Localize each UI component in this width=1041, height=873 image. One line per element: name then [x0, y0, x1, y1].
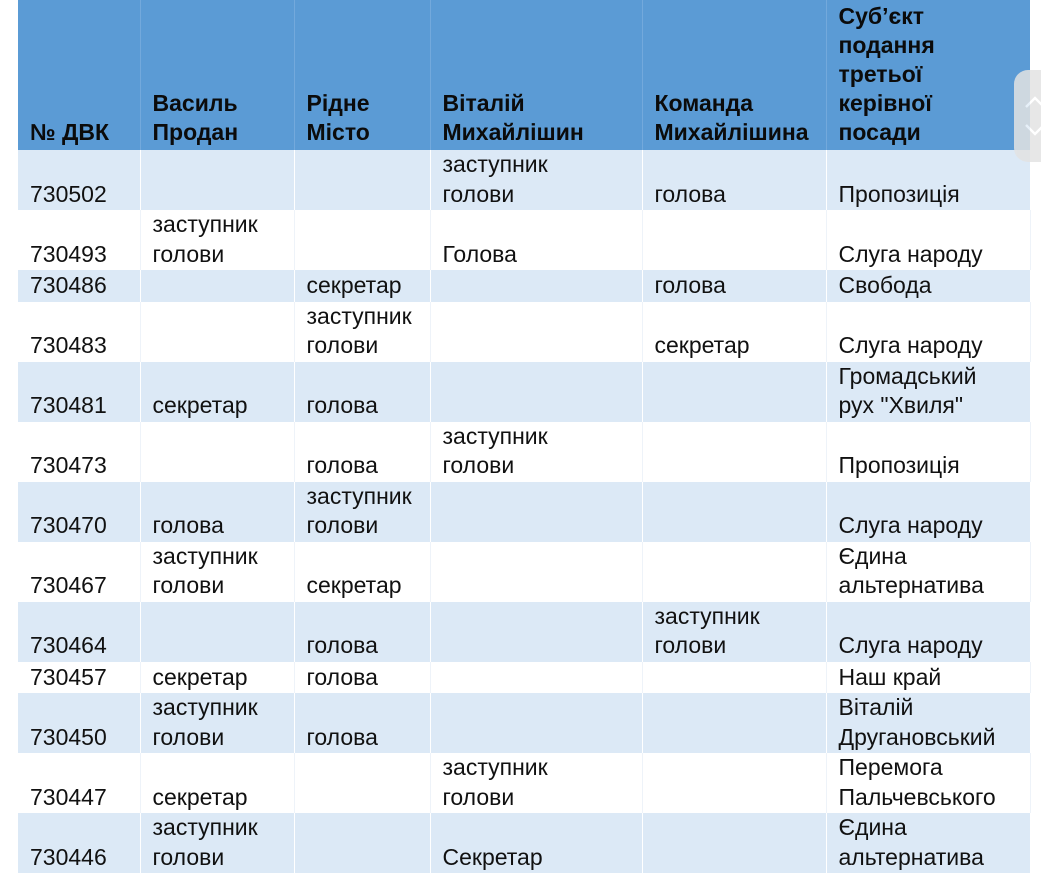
dvk-number-cell: 730481 — [18, 362, 140, 422]
table-cell — [430, 302, 642, 362]
table-cell — [642, 422, 826, 482]
table-cell — [430, 693, 642, 753]
table-cell — [642, 662, 826, 694]
table-cell: Єдина альтернатива — [826, 542, 1030, 602]
table-cell — [294, 150, 430, 210]
table-cell: Пропозиція — [826, 150, 1030, 210]
dvk-number-cell: 730446 — [18, 813, 140, 873]
table-cell: Слуга народу — [826, 482, 1030, 542]
table-cell: заступник голови — [294, 482, 430, 542]
table-cell: Перемога Пальчевського — [826, 753, 1030, 813]
table-cell — [430, 542, 642, 602]
table-cell: Громадський рух "Хвиля" — [826, 362, 1030, 422]
dvk-number-cell: 730457 — [18, 662, 140, 694]
table-row — [18, 813, 1030, 873]
dvk-number-cell: 730464 — [18, 602, 140, 662]
table-row — [18, 693, 1030, 753]
table-cell: голова — [642, 150, 826, 210]
table-cell — [642, 482, 826, 542]
table-row — [18, 662, 1030, 694]
table-cell: голова — [140, 482, 294, 542]
dvk-number-cell: 730470 — [18, 482, 140, 542]
table-cell — [430, 602, 642, 662]
table-cell: заступник голови — [430, 150, 642, 210]
table-cell: голова — [294, 362, 430, 422]
header-komanda-mykhailishyna: Команда Михайлішина — [642, 0, 826, 150]
table-cell — [140, 422, 294, 482]
header-vitalii-mykhailishyn: Віталій Михайлішин — [430, 0, 642, 150]
table-cell: Слуга народу — [826, 210, 1030, 270]
table-cell: заступник голови — [140, 210, 294, 270]
header-vasyl-prodan: Василь Продан — [140, 0, 294, 150]
table-cell — [140, 270, 294, 302]
table-row — [18, 150, 1030, 210]
table-row — [18, 482, 1030, 542]
header-third-position-subject: Суб’єкт подання третьої керівної посади — [826, 0, 1030, 150]
table-cell — [294, 210, 430, 270]
dvk-number-cell: 730493 — [18, 210, 140, 270]
table-cell — [642, 362, 826, 422]
table-cell — [140, 302, 294, 362]
chevron-up-icon[interactable] — [1023, 92, 1041, 112]
table-cell: Секретар — [430, 813, 642, 873]
table-row — [18, 362, 1030, 422]
table-cell — [140, 602, 294, 662]
table-row — [18, 542, 1030, 602]
table-cell: заступник голови — [140, 693, 294, 753]
table-cell: заступник голови — [430, 753, 642, 813]
table-cell — [642, 210, 826, 270]
table-row — [18, 422, 1030, 482]
table-cell: заступник голови — [642, 602, 826, 662]
table-cell — [430, 270, 642, 302]
table-cell: Слуга народу — [826, 602, 1030, 662]
table-cell: секретар — [294, 542, 430, 602]
table-cell: секретар — [140, 362, 294, 422]
table-cell — [642, 693, 826, 753]
table-cell: секретар — [140, 753, 294, 813]
table-cell: заступник голови — [140, 542, 294, 602]
dvk-number-cell: 730486 — [18, 270, 140, 302]
table-cell: заступник голови — [430, 422, 642, 482]
table-cell — [642, 753, 826, 813]
table-cell: Наш край — [826, 662, 1030, 694]
table-cell: Єдина альтернатива — [826, 813, 1030, 873]
chevron-down-icon[interactable] — [1023, 120, 1041, 140]
table-cell: секретар — [140, 662, 294, 694]
table-cell: секретар — [642, 302, 826, 362]
table-row — [18, 270, 1030, 302]
table-header-row — [18, 0, 1030, 150]
table-cell — [642, 542, 826, 602]
table-cell — [430, 662, 642, 694]
table-cell: Віталій Другановський — [826, 693, 1030, 753]
table-cell: голова — [294, 693, 430, 753]
table-cell: Свобода — [826, 270, 1030, 302]
table-cell — [642, 813, 826, 873]
table-cell — [294, 813, 430, 873]
table-container — [18, 0, 1030, 873]
table-row — [18, 210, 1030, 270]
election-commission-table — [18, 0, 1031, 873]
table-cell — [430, 362, 642, 422]
table-row — [18, 602, 1030, 662]
dvk-number-cell: 730450 — [18, 693, 140, 753]
table-cell — [140, 150, 294, 210]
header-ridne-misto: Рідне Місто — [294, 0, 430, 150]
table-cell: голова — [294, 662, 430, 694]
scroll-widget[interactable] — [1014, 70, 1041, 162]
table-row — [18, 753, 1030, 813]
table-cell — [430, 482, 642, 542]
dvk-number-cell: 730502 — [18, 150, 140, 210]
table-cell — [294, 753, 430, 813]
header-dvk-number: № ДВК — [18, 0, 140, 150]
table-cell: заступник голови — [294, 302, 430, 362]
dvk-number-cell: 730483 — [18, 302, 140, 362]
table-cell: Слуга народу — [826, 302, 1030, 362]
table-cell: голова — [294, 422, 430, 482]
table-cell: заступник голови — [140, 813, 294, 873]
dvk-number-cell: 730447 — [18, 753, 140, 813]
dvk-number-cell: 730473 — [18, 422, 140, 482]
table-row — [18, 302, 1030, 362]
table-cell: Пропозиція — [826, 422, 1030, 482]
dvk-number-cell: 730467 — [18, 542, 140, 602]
table-cell: голова — [642, 270, 826, 302]
table-cell: Голова — [430, 210, 642, 270]
table-cell: голова — [294, 602, 430, 662]
table-cell: секретар — [294, 270, 430, 302]
